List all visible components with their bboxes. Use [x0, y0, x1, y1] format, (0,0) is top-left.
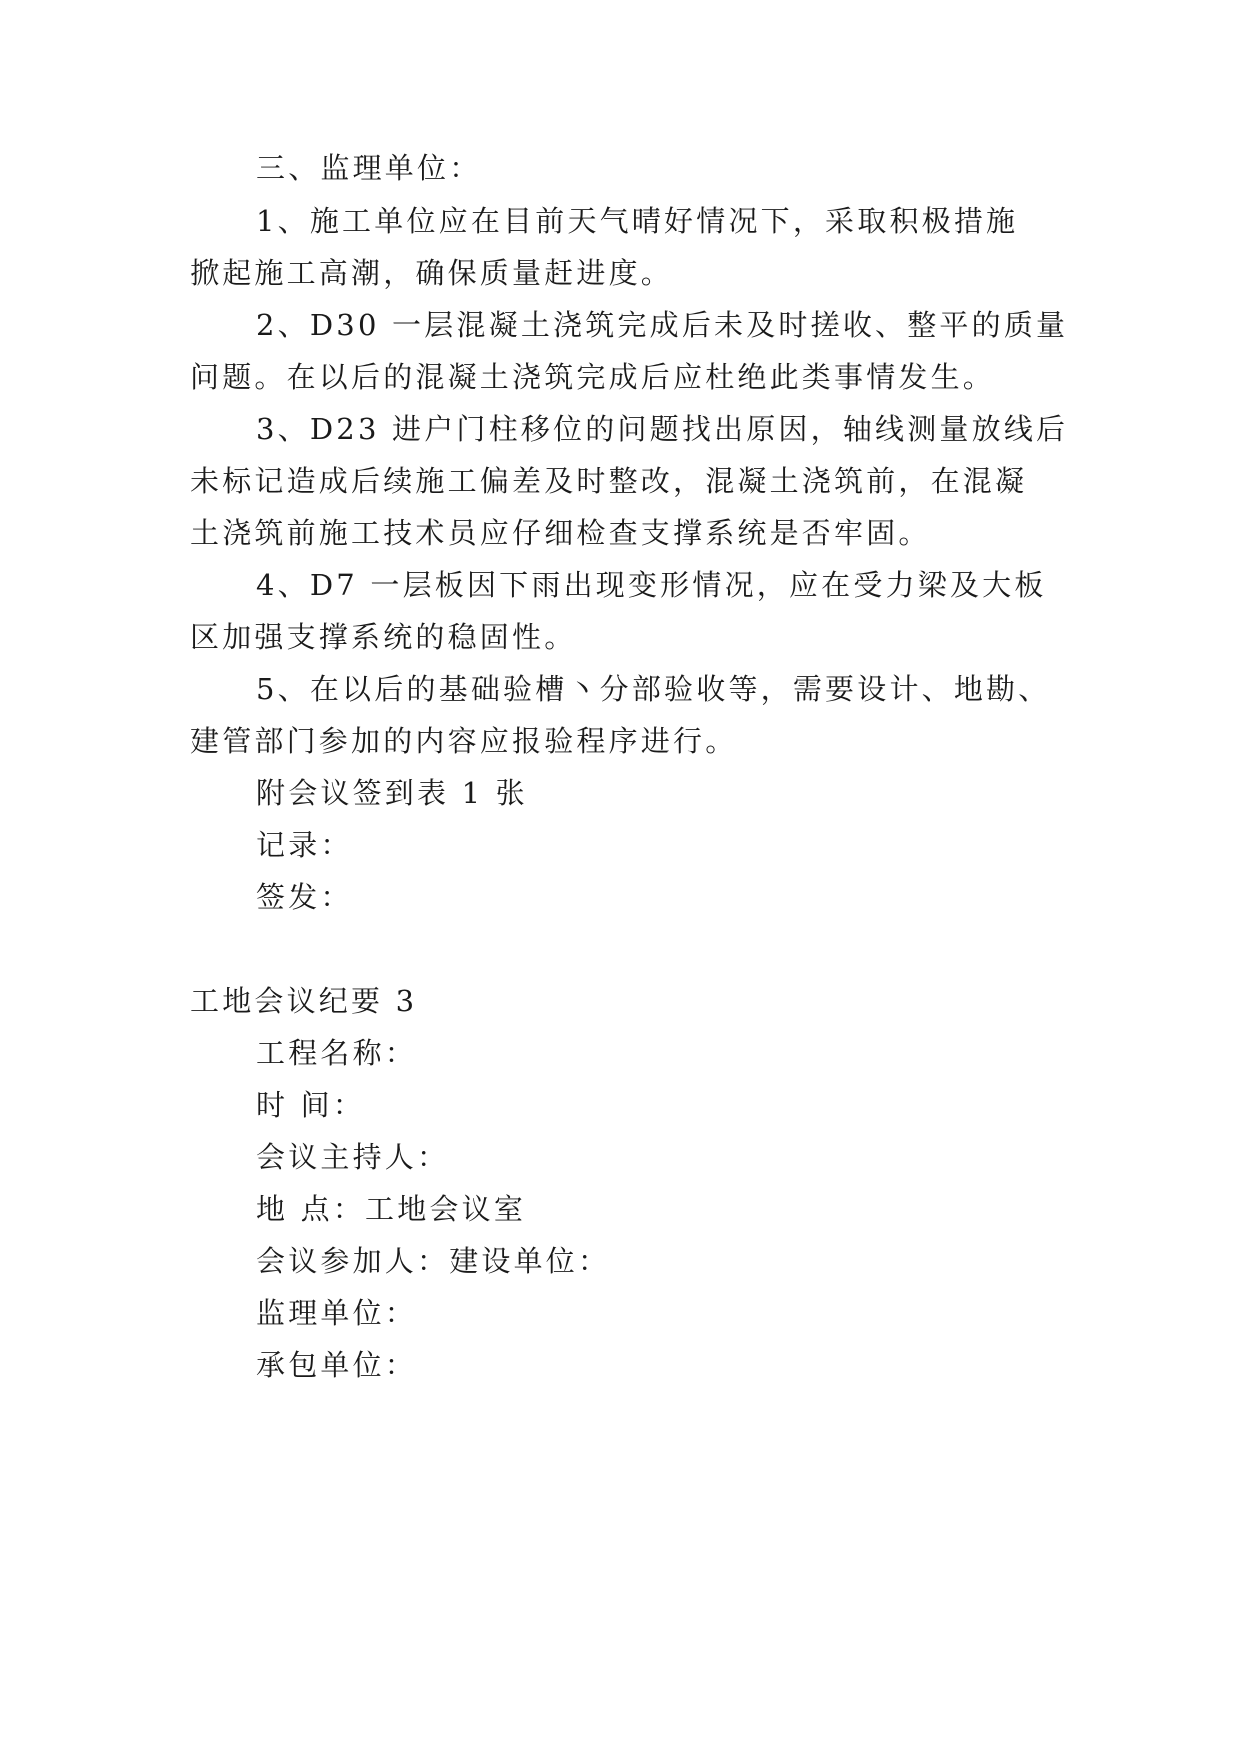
section-heading: 三、监理单位： — [256, 151, 482, 185]
contractor-field: 承包单位： — [256, 1348, 418, 1382]
paragraph-line: 2、D30 一层混凝土浇筑完成后未及时搓收、整平的质量 — [256, 308, 1069, 342]
time-field: 时 间： — [256, 1088, 366, 1122]
issuer-label: 签发： — [256, 880, 353, 914]
paragraph-line: 区加强支撑系统的稳固性。 — [190, 620, 577, 654]
paragraph-line: 1、施工单位应在目前天气晴好情况下，采取积极措施 — [256, 204, 1019, 238]
paragraph-line: 掀起施工高潮，确保质量赶进度。 — [190, 256, 674, 290]
minutes-title: 工地会议纪要 3 — [190, 984, 418, 1018]
recorder-label: 记录： — [256, 828, 353, 862]
paragraph-line: 问题。在以后的混凝土浇筑完成后应杜绝此类事情发生。 — [190, 360, 996, 394]
paragraph-line: 未标记造成后续施工偏差及时整改，混凝土浇筑前，在混凝 — [190, 464, 1028, 498]
paragraph-line: 5、在以后的基础验槽丶分部验收等，需要设计、地勘、 — [256, 672, 1051, 706]
paragraph-line: 建管部门参加的内容应报验程序进行。 — [190, 724, 738, 758]
location-field: 地 点：工地会议室 — [256, 1192, 527, 1226]
paragraph-line: 3、D23 进户门柱移位的问题找出原因，轴线测量放线后 — [256, 412, 1069, 446]
paragraph-line: 4、D7 一层板因下雨出现变形情况，应在受力梁及大板 — [256, 568, 1047, 602]
attendees-field: 会议参加人：建设单位： — [256, 1244, 611, 1278]
supervisor-field: 监理单位： — [256, 1296, 418, 1330]
paragraph-line: 土浇筑前施工技术员应仔细检查支撑系统是否牢固。 — [190, 516, 931, 550]
attachment-note: 附会议签到表 1 张 — [256, 776, 528, 810]
project-name-field: 工程名称： — [256, 1036, 418, 1070]
host-field: 会议主持人： — [256, 1140, 450, 1174]
